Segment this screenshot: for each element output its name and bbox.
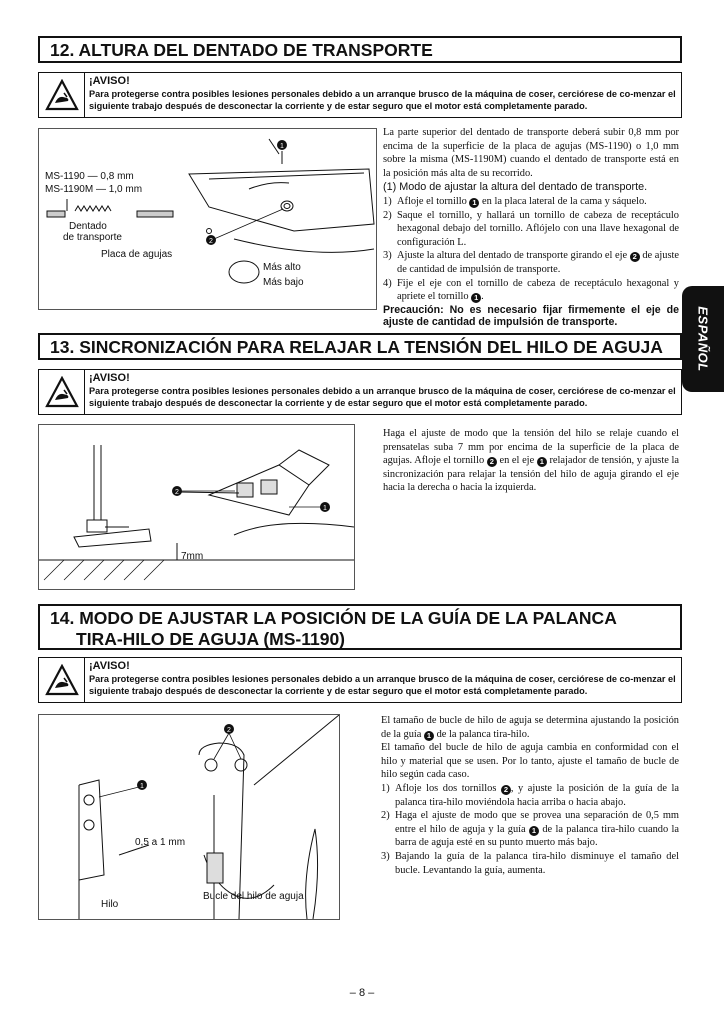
section-13-warning [38, 369, 682, 415]
callout-icon: 1 [537, 457, 547, 467]
label-dentado-2: de transporte [63, 232, 122, 243]
language-side-tab: ESPAÑOL [682, 286, 724, 392]
list-item: 1) Afloje el tornillo 1 en la placa lateral de la cama y sáquelo. [383, 195, 647, 207]
figure-feed-dog-height [38, 128, 377, 310]
figure-thread-take-up-guide [38, 714, 340, 920]
label-placa: Placa de agujas [101, 249, 173, 260]
callout-2: 2 [209, 238, 213, 245]
page-number: – 8 – [349, 987, 375, 999]
machine-arm-drawing [74, 445, 354, 547]
callout-2: 2 [175, 489, 179, 496]
callout-icon: 2 [501, 785, 511, 795]
section-12-steps [383, 195, 679, 304]
bed-plate-drawing [189, 139, 374, 252]
label-7mm: 7mm [181, 551, 204, 562]
section-14-p2: El tamaño del bucle de hilo de aguja cambia en conformidad con el hilo y material que se usen. Por lo tanto, ajuste el tamaño de bucle de hilo según cada caso. [381, 742, 679, 781]
callout-icon: 2 [630, 252, 640, 262]
label-gap: 0,5 a 1 mm [135, 837, 186, 848]
label-hilo: Hilo [101, 899, 119, 910]
thread-guide-drawing [79, 715, 339, 919]
list-item: 4) Fije el eje con el tornillo de cabeza de receptáculo hexagonal y apriete el tornillo 1 . [383, 277, 679, 303]
label-ms1190m: MS-1190M — 1,0 mm [45, 184, 143, 195]
warning-text: Para protegerse contra posibles lesiones personales debido a un arranque brusco de la máquina de coser, cerciórese de co-menzar el siguiente trabajo después de desconectar la corriente y de estar seguro que el motor está completamente parado. [89, 385, 676, 408]
warning-text: Para protegerse contra posibles lesiones personales debido a un arranque brusco de la máquina de coser, cerciórese de co-menzar el siguiente trabajo después de desconectar la corriente y de estar seguro que el motor está completamente parado. [89, 673, 676, 696]
list-item: 3) Ajuste la altura del dentado de transporte girando el eje 2 de ajuste de cantidad de impulsión de transporte. [383, 250, 679, 275]
section-12-caution: Precaución: No es necesario fijar firmemente el eje de ajuste de cantidad de impulsión de transporte. [383, 303, 679, 329]
section-14-warning [38, 657, 682, 703]
warning-title: ¡AVISO! [89, 372, 130, 384]
list-item: 3) Bajando la guía de la palanca tira-hilo disminuye el tamaño del bucle. Levantando la guía, aumenta. [381, 850, 679, 876]
label-dentado-1: Dentado [69, 221, 107, 232]
callout-2: 2 [227, 727, 231, 734]
section-14-p1: El tamaño de bucle de hilo de aguja se determina ajustando la posición de la guía 1 de la palanca tira-hilo. [381, 715, 679, 740]
section-12-subheading: (1) Modo de ajustar la altura del dentado de transporte. [383, 181, 648, 194]
warning-hand-icon [45, 664, 79, 696]
section-13-heading: 13. SINCRONIZACIÓN PARA RELAJAR LA TENSIÓN DEL HILO DE AGUJA [38, 333, 682, 360]
warning-title: ¡AVISO! [89, 75, 130, 87]
section-13-text: Haga el ajuste de modo que la tensión del hilo se relaje cuando el prensatelas suba 7 mm por encima de la superficie de la placa de agujas. Afloje el tornillo 2 en el eje 1 relajador de tensión, y ajuste la sincronización para relajar la tensión del hilo de aguja girando el eje hacia la derecha o hacia la izquierda. [383, 428, 679, 494]
callout-1: 1 [323, 505, 327, 512]
warning-title: ¡AVISO! [89, 660, 130, 672]
label-bucle: Bucle del hilo de aguja [203, 891, 304, 902]
callout-1: 1 [280, 143, 284, 150]
warning-text: Para protegerse contra posibles lesiones personales debido a un arranque brusco de la máquina de coser, cerciórese de co-menzar el siguiente trabajo después de desconectar la corriente y de estar seguro que el motor está completamente parado. [89, 88, 676, 111]
label-mas-bajo: Más bajo [263, 277, 304, 288]
section-12-intro: La parte superior del dentado de transporte deberá subir 0,8 mm por encima de la superficie de la placa de agujas (MS-1190) o 1,0 mm sobre la misma (MS-1190M) cuando el dentado de transporte está en la posición más alta de su recorrido. [383, 127, 679, 179]
rotation-arrow-icon [229, 261, 259, 283]
list-item: 1) Afloje los dos tornillos 2 , y ajuste la posición de la guía de la palanca tira-hilo moviéndola hacia arriba o hacia abajo. [381, 782, 679, 808]
warning-hand-icon [45, 376, 79, 408]
section-12-heading: 12. ALTURA DEL DENTADO DE TRANSPORTE [38, 36, 682, 63]
callout-icon: 1 [424, 731, 434, 741]
callout-icon: 1 [471, 293, 481, 303]
figure-thread-tension-release [38, 424, 355, 590]
callout-icon: 2 [487, 457, 497, 467]
table-hatch [44, 560, 164, 580]
list-item: 2) Saque el tornillo, y hallará un tornillo de cabeza de receptáculo hexagonal debajo del tornillo. Aflójelo con una llave hexagonal de configuración L. [383, 209, 679, 248]
section-14-heading: 14. MODO DE AJUSTAR LA POSICIÓN DE LA GUÍA DE LA PALANCA TIRA-HILO DE AGUJA (MS-1190) [38, 604, 682, 650]
section-12-warning [38, 72, 682, 118]
label-mas-alto: Más alto [263, 262, 301, 273]
section-14-steps [381, 782, 679, 877]
callout-icon: 1 [529, 826, 539, 836]
section-14-text [381, 714, 679, 877]
list-item: 2) Haga el ajuste de modo que se provea una separación de 0,5 mm entre el hilo de aguja y la guía 1 de la palanca tira-hilo cuando la barra de aguja esté en su punto muerto más bajo. [381, 810, 680, 849]
callout-icon: 1 [469, 198, 479, 208]
callout-1: 1 [140, 783, 144, 790]
feed-dog-drawing [47, 199, 173, 217]
warning-hand-icon [45, 79, 79, 111]
label-ms1190: MS-1190 — 0,8 mm [45, 171, 134, 182]
section-12-text [383, 126, 679, 329]
